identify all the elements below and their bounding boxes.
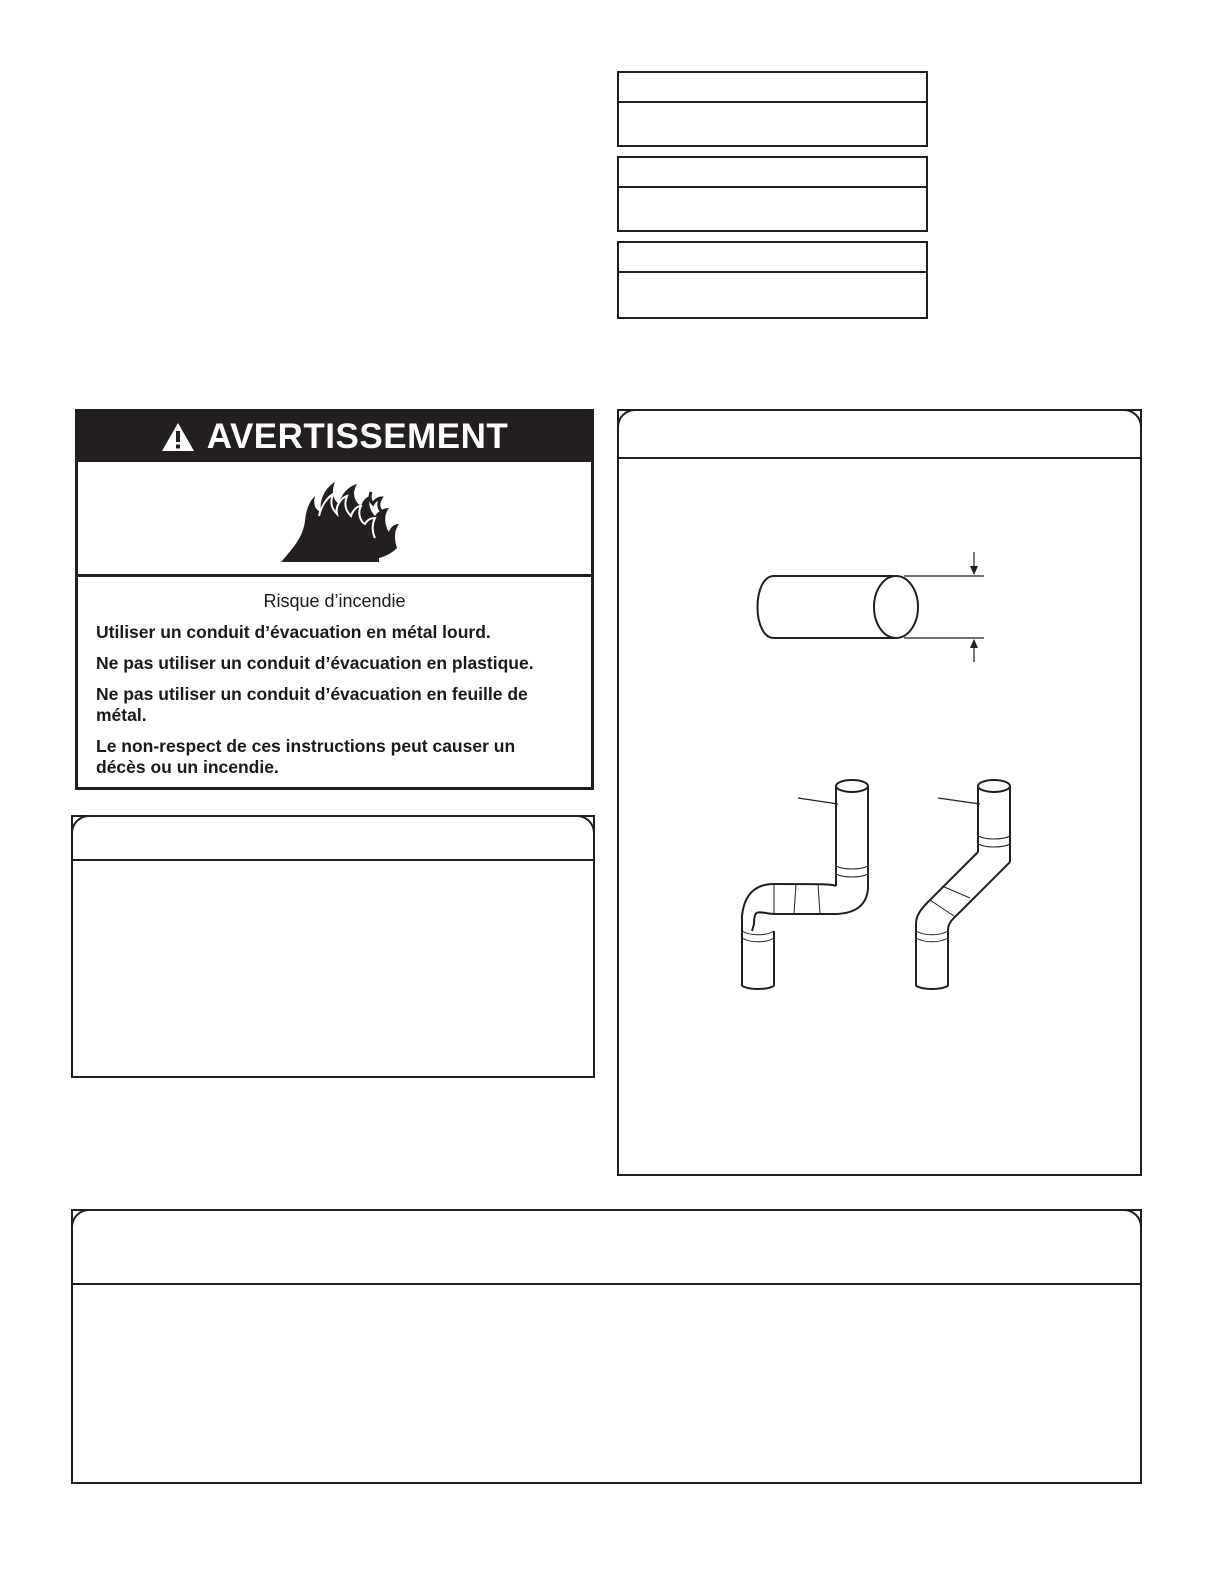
label-box-3-header [619, 243, 926, 273]
left-panel-divider [71, 859, 595, 861]
fire-hazard-icon [275, 476, 415, 566]
warning-line-4: Le non-respect de ces instructions peut causer un décès ou un incendie. [96, 736, 516, 777]
label-box-3 [617, 241, 928, 319]
bottom-panel-tab [71, 1209, 1142, 1287]
right-panel-tab [617, 409, 1142, 461]
hazard-title: Risque d’incendie [263, 591, 406, 611]
warning-banner-title: AVERTISSEMENT [206, 417, 509, 456]
label-box-1-header [619, 73, 926, 103]
duct-elbow-diagrams [714, 766, 1034, 996]
label-box-1 [617, 71, 928, 147]
warning-line-3: Ne pas utiliser un conduit d’évacuation en feuille de métal. [96, 684, 528, 725]
label-box-2-header [619, 158, 926, 188]
warning-body [78, 577, 591, 778]
fire-icon-area [78, 462, 591, 577]
label-box-2 [617, 156, 928, 232]
right-panel-divider [617, 457, 1142, 459]
warning-line-2: Ne pas utiliser un conduit d’évacuation en plastique. [96, 653, 534, 673]
left-panel-tab [71, 815, 595, 863]
bottom-info-panel [71, 1209, 1142, 1484]
warning-line-1: Utiliser un conduit d’évacuation en métal lourd. [96, 622, 491, 642]
elbow-diagram-left [742, 780, 868, 989]
bottom-panel-divider [71, 1283, 1142, 1285]
warning-triangle-icon [161, 422, 195, 452]
elbow-diagram-right [916, 780, 1010, 989]
left-info-panel [71, 815, 595, 1078]
right-diagram-panel [617, 409, 1142, 1176]
duct-diameter-diagram [744, 546, 1004, 686]
fire-warning-box [75, 409, 594, 790]
warning-banner [78, 412, 591, 462]
